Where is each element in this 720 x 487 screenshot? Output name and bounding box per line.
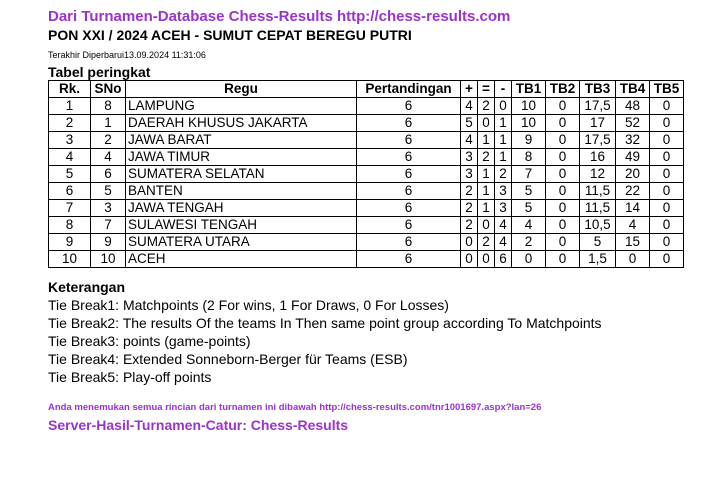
cell-matches: 6 xyxy=(357,98,461,115)
cell-tb1: 9 xyxy=(512,132,546,149)
cell-tb5: 0 xyxy=(650,166,684,183)
cell-losses: 6 xyxy=(495,251,512,268)
cell-tb3: 12 xyxy=(580,166,616,183)
cell-draws: 2 xyxy=(478,149,495,166)
cell-matches: 6 xyxy=(357,234,461,251)
table-header-row xyxy=(49,81,684,98)
table-row xyxy=(49,200,684,217)
cell-tb1: 5 xyxy=(512,183,546,200)
cell-tb3: 11,5 xyxy=(580,183,616,200)
note-item: Tie Break5: Play-off points xyxy=(48,369,212,385)
cell-rank: 7 xyxy=(49,200,91,217)
cell-wins: 0 xyxy=(461,251,478,268)
cell-sno: 2 xyxy=(91,132,126,149)
cell-tb5: 0 xyxy=(650,217,684,234)
cell-tb1: 0 xyxy=(512,251,546,268)
cell-matches: 6 xyxy=(357,149,461,166)
col-header-sno: SNo xyxy=(91,81,126,98)
cell-draws: 1 xyxy=(478,183,495,200)
cell-losses: 1 xyxy=(495,132,512,149)
cell-tb2: 0 xyxy=(546,132,580,149)
cell-sno: 9 xyxy=(91,234,126,251)
cell-tb3: 11,5 xyxy=(580,200,616,217)
cell-sno: 5 xyxy=(91,183,126,200)
tournament-details-link[interactable]: Anda menemukan semua rincian dari turnamen ini dibawah http://chess-results.com/tnr1001697.aspx?lan=26 xyxy=(48,402,542,413)
cell-matches: 6 xyxy=(357,166,461,183)
cell-draws: 1 xyxy=(478,132,495,149)
note-item: Tie Break1: Matchpoints (2 For wins, 1 For Draws, 0 For Losses) xyxy=(48,297,449,313)
cell-tb1: 10 xyxy=(512,115,546,132)
cell-tb4: 15 xyxy=(616,234,650,251)
table-row xyxy=(49,98,684,115)
cell-sno: 8 xyxy=(91,98,126,115)
page-content xyxy=(48,8,708,434)
cell-tb4: 22 xyxy=(616,183,650,200)
cell-rank: 8 xyxy=(49,217,91,234)
notes-title: Keterangan xyxy=(48,279,126,295)
cell-tb1: 10 xyxy=(512,98,546,115)
cell-tb2: 0 xyxy=(546,234,580,251)
cell-wins: 0 xyxy=(461,234,478,251)
col-header-team: Regu xyxy=(126,81,357,98)
cell-matches: 6 xyxy=(357,251,461,268)
cell-rank: 10 xyxy=(49,251,91,268)
col-header-matches: Pertandingan xyxy=(357,81,461,98)
cell-tb2: 0 xyxy=(546,166,580,183)
col-header-wins: + xyxy=(461,81,478,98)
cell-tb3: 5 xyxy=(580,234,616,251)
cell-tb5: 0 xyxy=(650,183,684,200)
table-row xyxy=(49,132,684,149)
cell-tb5: 0 xyxy=(650,200,684,217)
col-header-tb5: TB5 xyxy=(650,81,684,98)
cell-team: JAWA TIMUR xyxy=(126,149,357,166)
cell-draws: 0 xyxy=(478,217,495,234)
cell-draws: 2 xyxy=(478,234,495,251)
cell-tb1: 7 xyxy=(512,166,546,183)
cell-wins: 2 xyxy=(461,217,478,234)
cell-rank: 3 xyxy=(49,132,91,149)
note-item: Tie Break2: The results Of the teams In Then same point group according To Matchpoints xyxy=(48,315,602,331)
cell-team: BANTEN xyxy=(126,183,357,200)
cell-draws: 2 xyxy=(478,98,495,115)
cell-sno: 3 xyxy=(91,200,126,217)
cell-losses: 2 xyxy=(495,166,512,183)
table-row xyxy=(49,234,684,251)
cell-losses: 4 xyxy=(495,217,512,234)
cell-draws: 0 xyxy=(478,115,495,132)
cell-losses: 0 xyxy=(495,98,512,115)
cell-rank: 1 xyxy=(49,98,91,115)
cell-matches: 6 xyxy=(357,115,461,132)
cell-matches: 6 xyxy=(357,217,461,234)
standings-table xyxy=(48,80,684,268)
cell-tb2: 0 xyxy=(546,115,580,132)
col-header-rank: Rk. xyxy=(49,81,91,98)
cell-losses: 3 xyxy=(495,183,512,200)
table-row xyxy=(49,251,684,268)
table-row xyxy=(49,217,684,234)
cell-team: JAWA TENGAH xyxy=(126,200,357,217)
cell-rank: 5 xyxy=(49,166,91,183)
cell-losses: 3 xyxy=(495,200,512,217)
cell-tb3: 17,5 xyxy=(580,132,616,149)
cell-tb5: 0 xyxy=(650,234,684,251)
cell-wins: 3 xyxy=(461,149,478,166)
cell-rank: 6 xyxy=(49,183,91,200)
cell-draws: 1 xyxy=(478,166,495,183)
cell-tb4: 52 xyxy=(616,115,650,132)
cell-tb4: 4 xyxy=(616,217,650,234)
cell-tb1: 5 xyxy=(512,200,546,217)
cell-tb5: 0 xyxy=(650,149,684,166)
cell-sno: 7 xyxy=(91,217,126,234)
cell-tb4: 20 xyxy=(616,166,650,183)
cell-matches: 6 xyxy=(357,183,461,200)
cell-losses: 1 xyxy=(495,149,512,166)
database-link[interactable]: Dari Turnamen-Database Chess-Results http://chess-results.com xyxy=(48,8,511,25)
cell-tb3: 17,5 xyxy=(580,98,616,115)
cell-tb3: 1,5 xyxy=(580,251,616,268)
table-row xyxy=(49,149,684,166)
col-header-tb2: TB2 xyxy=(546,81,580,98)
cell-tb2: 0 xyxy=(546,251,580,268)
cell-matches: 6 xyxy=(357,200,461,217)
cell-tb4: 49 xyxy=(616,149,650,166)
cell-team: SUMATERA UTARA xyxy=(126,234,357,251)
cell-wins: 2 xyxy=(461,200,478,217)
cell-losses: 1 xyxy=(495,115,512,132)
cell-team: DAERAH KHUSUS JAKARTA xyxy=(126,115,357,132)
cell-tb2: 0 xyxy=(546,149,580,166)
cell-sno: 10 xyxy=(91,251,126,268)
cell-tb4: 48 xyxy=(616,98,650,115)
cell-tb3: 16 xyxy=(580,149,616,166)
table-row xyxy=(49,183,684,200)
cell-tb5: 0 xyxy=(650,115,684,132)
cell-tb5: 0 xyxy=(650,98,684,115)
cell-tb1: 2 xyxy=(512,234,546,251)
cell-sno: 4 xyxy=(91,149,126,166)
server-link[interactable]: Server-Hasil-Turnamen-Catur: Chess-Results xyxy=(48,417,349,433)
col-header-tb4: TB4 xyxy=(616,81,650,98)
cell-tb2: 0 xyxy=(546,98,580,115)
cell-tb4: 32 xyxy=(616,132,650,149)
cell-tb3: 10,5 xyxy=(580,217,616,234)
cell-wins: 5 xyxy=(461,115,478,132)
cell-draws: 0 xyxy=(478,251,495,268)
last-updated: Terakhir Diperbarui13.09.2024 11:31:06 xyxy=(48,50,206,60)
cell-rank: 4 xyxy=(49,149,91,166)
cell-draws: 1 xyxy=(478,200,495,217)
cell-tb5: 0 xyxy=(650,251,684,268)
cell-wins: 4 xyxy=(461,98,478,115)
cell-losses: 4 xyxy=(495,234,512,251)
col-header-tb1: TB1 xyxy=(512,81,546,98)
cell-team: ACEH xyxy=(126,251,357,268)
cell-wins: 4 xyxy=(461,132,478,149)
table-heading: Tabel peringkat xyxy=(48,64,151,80)
cell-matches: 6 xyxy=(357,132,461,149)
col-header-losses: - xyxy=(495,81,512,98)
cell-sno: 6 xyxy=(91,166,126,183)
cell-tb1: 8 xyxy=(512,149,546,166)
note-item: Tie Break4: Extended Sonneborn-Berger für Teams (ESB) xyxy=(48,351,408,367)
cell-team: LAMPUNG xyxy=(126,98,357,115)
col-header-draws: = xyxy=(478,81,495,98)
table-row xyxy=(49,166,684,183)
note-item: Tie Break3: points (game-points) xyxy=(48,333,251,349)
tournament-title: PON XXI / 2024 ACEH - SUMUT CEPAT BEREGU PUTRI xyxy=(48,27,412,43)
col-header-tb3: TB3 xyxy=(580,81,616,98)
cell-sno: 1 xyxy=(91,115,126,132)
table-row xyxy=(49,115,684,132)
cell-team: SULAWESI TENGAH xyxy=(126,217,357,234)
cell-team: SUMATERA SELATAN xyxy=(126,166,357,183)
cell-tb3: 17 xyxy=(580,115,616,132)
cell-wins: 2 xyxy=(461,183,478,200)
cell-team: JAWA BARAT xyxy=(126,132,357,149)
cell-rank: 9 xyxy=(49,234,91,251)
cell-tb2: 0 xyxy=(546,200,580,217)
cell-rank: 2 xyxy=(49,115,91,132)
cell-tb4: 0 xyxy=(616,251,650,268)
cell-tb4: 14 xyxy=(616,200,650,217)
notes-section xyxy=(48,278,708,386)
cell-wins: 3 xyxy=(461,166,478,183)
cell-tb2: 0 xyxy=(546,217,580,234)
cell-tb2: 0 xyxy=(546,183,580,200)
cell-tb5: 0 xyxy=(650,132,684,149)
cell-tb1: 4 xyxy=(512,217,546,234)
